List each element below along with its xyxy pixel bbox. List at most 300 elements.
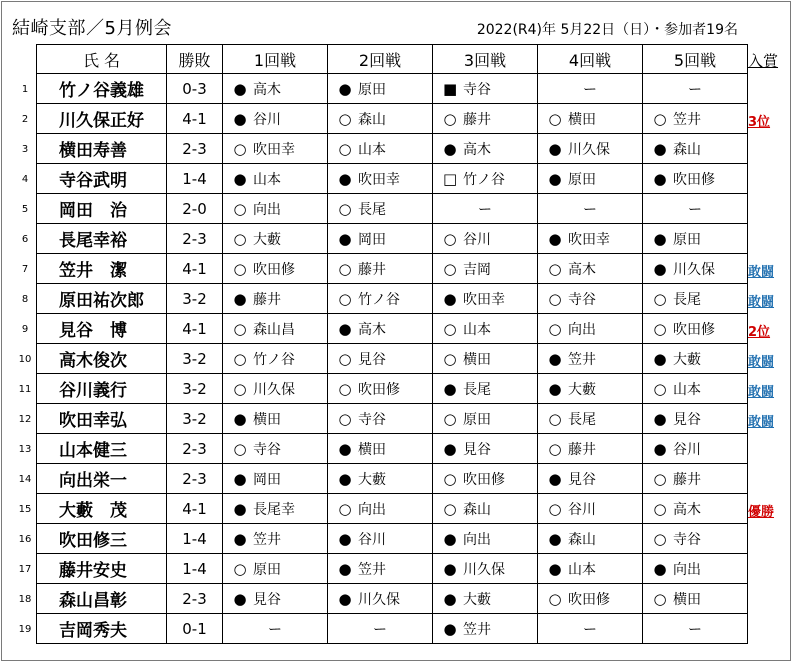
loss-mark-icon: ○ bbox=[233, 379, 247, 398]
opponent-name: 藤井 bbox=[463, 111, 491, 128]
opponent-name: 竹ノ谷 bbox=[463, 171, 505, 188]
row-number: 19 bbox=[18, 624, 32, 635]
loss-mark-icon: ○ bbox=[443, 259, 457, 278]
game-result-cell bbox=[643, 224, 748, 254]
game-result-cell bbox=[643, 524, 748, 554]
award-header: 入賞 bbox=[748, 52, 779, 70]
opponent-name: 大藪 bbox=[253, 231, 281, 248]
loss-mark-icon: ○ bbox=[338, 109, 352, 128]
opponent-name: 吹田幸 bbox=[358, 171, 400, 188]
player-name: 谷川義行 bbox=[37, 374, 167, 404]
opponent-name: 寺谷 bbox=[463, 81, 491, 98]
game-result-cell bbox=[223, 464, 328, 494]
loss-mark-icon: ○ bbox=[443, 409, 457, 428]
game-result-cell bbox=[223, 284, 328, 314]
loss-mark-icon: ○ bbox=[548, 409, 562, 428]
game-result-cell bbox=[223, 224, 328, 254]
row-number: 14 bbox=[18, 474, 32, 485]
row-number: 16 bbox=[18, 534, 32, 545]
game-result-cell bbox=[328, 134, 433, 164]
game-result-cell bbox=[328, 494, 433, 524]
game-result-cell bbox=[328, 224, 433, 254]
win-loss-record: 2-3 bbox=[167, 434, 223, 464]
player-name: 竹ノ谷義雄 bbox=[37, 74, 167, 104]
player-name: 吉岡秀夫 bbox=[37, 614, 167, 644]
opponent-name: 大藪 bbox=[568, 381, 596, 398]
game-result-cell bbox=[223, 584, 328, 614]
loss-mark-icon: ○ bbox=[233, 199, 247, 218]
win-mark-icon: ● bbox=[653, 559, 667, 578]
no-game-dash: ー bbox=[643, 614, 748, 644]
opponent-name: 原田 bbox=[463, 411, 491, 428]
loss-mark-icon: ○ bbox=[233, 319, 247, 338]
event-info: 2022(R4)年 5月22日（日）・参加者19名 bbox=[476, 22, 738, 38]
table-row bbox=[37, 194, 748, 224]
game-result-cell bbox=[643, 134, 748, 164]
award-label: 優勝 bbox=[748, 505, 775, 520]
row-number: 5 bbox=[21, 204, 29, 215]
game-result-cell bbox=[223, 314, 328, 344]
loss-mark-icon: ○ bbox=[338, 409, 352, 428]
opponent-name: 吹田修 bbox=[463, 471, 505, 488]
game-result-cell bbox=[433, 134, 538, 164]
opponent-name: 森山 bbox=[463, 501, 491, 518]
table-row bbox=[37, 344, 748, 374]
win-mark-icon: ● bbox=[548, 229, 562, 248]
win-mark-icon: ● bbox=[443, 439, 457, 458]
game-result-cell bbox=[328, 464, 433, 494]
win-mark-icon: ● bbox=[443, 559, 457, 578]
award-label: 敢闘 bbox=[748, 415, 775, 430]
opponent-name: 吹田修 bbox=[673, 321, 715, 338]
opponent-name: 原田 bbox=[673, 231, 701, 248]
win-loss-record: 1-4 bbox=[167, 524, 223, 554]
game-result-cell bbox=[433, 614, 538, 644]
opponent-name: 笠井 bbox=[568, 351, 596, 368]
win-loss-record: 0-1 bbox=[167, 614, 223, 644]
opponent-name: 竹ノ谷 bbox=[253, 351, 295, 368]
game-result-cell bbox=[538, 584, 643, 614]
opponent-name: 高木 bbox=[568, 261, 596, 278]
loss-mark-icon: ○ bbox=[443, 499, 457, 518]
loss-mark-icon: ○ bbox=[653, 469, 667, 488]
win-mark-icon: ● bbox=[548, 469, 562, 488]
opponent-name: 吹田修 bbox=[358, 381, 400, 398]
opponent-name: 谷川 bbox=[673, 441, 701, 458]
loss-mark-icon: ○ bbox=[233, 139, 247, 158]
row-number: 8 bbox=[21, 294, 29, 305]
opponent-name: 見谷 bbox=[358, 351, 386, 368]
game-result-cell bbox=[433, 464, 538, 494]
opponent-name: 横田 bbox=[358, 441, 386, 458]
game-result-cell bbox=[538, 554, 643, 584]
opponent-name: 見谷 bbox=[673, 411, 701, 428]
win-mark-icon: ● bbox=[233, 469, 247, 488]
game-result-cell bbox=[328, 434, 433, 464]
row-number: 4 bbox=[21, 174, 29, 185]
opponent-name: 岡田 bbox=[358, 231, 386, 248]
game-result-cell bbox=[223, 434, 328, 464]
opponent-name: 谷川 bbox=[463, 231, 491, 248]
opponent-name: 川久保 bbox=[358, 591, 400, 608]
win-mark-icon: ● bbox=[653, 349, 667, 368]
loss-mark-icon: ○ bbox=[548, 259, 562, 278]
player-name: 向出栄一 bbox=[37, 464, 167, 494]
game-result-cell bbox=[433, 314, 538, 344]
win-mark-icon: ● bbox=[443, 379, 457, 398]
opponent-name: 笠井 bbox=[358, 561, 386, 578]
game-result-cell bbox=[328, 194, 433, 224]
game-result-cell bbox=[538, 494, 643, 524]
game-result-cell bbox=[223, 374, 328, 404]
player-name: 笠井 潔 bbox=[37, 254, 167, 284]
opponent-name: 笠井 bbox=[253, 531, 281, 548]
opponent-name: 長尾 bbox=[568, 411, 596, 428]
no-game-dash: ー bbox=[538, 194, 643, 224]
opponent-name: 川久保 bbox=[673, 261, 715, 278]
table-row bbox=[37, 254, 748, 284]
player-name: 高木俊次 bbox=[37, 344, 167, 374]
game-result-cell bbox=[433, 164, 538, 194]
page-title: 結崎支部／5月例会 bbox=[12, 18, 172, 39]
opponent-name: 横田 bbox=[673, 591, 701, 608]
win-loss-record: 2-3 bbox=[167, 584, 223, 614]
opponent-name: 藤井 bbox=[568, 441, 596, 458]
header-round-2: 2回戦 bbox=[328, 45, 433, 74]
opponent-name: 山本 bbox=[253, 171, 281, 188]
game-result-cell bbox=[538, 314, 643, 344]
game-result-cell bbox=[223, 344, 328, 374]
win-loss-record: 3-2 bbox=[167, 344, 223, 374]
player-name: 川久保正好 bbox=[37, 104, 167, 134]
opponent-name: 寺谷 bbox=[673, 531, 701, 548]
win-mark-icon: ● bbox=[548, 529, 562, 548]
loss-mark-icon: ○ bbox=[653, 109, 667, 128]
win-mark-icon: ● bbox=[443, 289, 457, 308]
results-table bbox=[36, 44, 748, 644]
loss-mark-icon: ○ bbox=[338, 499, 352, 518]
game-result-cell bbox=[538, 254, 643, 284]
opponent-name: 藤井 bbox=[673, 471, 701, 488]
player-name: 寺谷武明 bbox=[37, 164, 167, 194]
game-result-cell bbox=[643, 104, 748, 134]
table-row bbox=[37, 554, 748, 584]
game-result-cell bbox=[223, 524, 328, 554]
win-loss-record: 0-3 bbox=[167, 74, 223, 104]
opponent-name: 森山昌 bbox=[253, 321, 295, 338]
game-result-cell bbox=[328, 374, 433, 404]
loss-mark-icon: ○ bbox=[548, 109, 562, 128]
win-mark-icon: ● bbox=[443, 139, 457, 158]
opponent-name: 谷川 bbox=[253, 111, 281, 128]
game-result-cell bbox=[643, 284, 748, 314]
opponent-name: 見谷 bbox=[463, 441, 491, 458]
award-label: 敢闘 bbox=[748, 295, 775, 310]
table-row bbox=[37, 614, 748, 644]
player-name: 大藪 茂 bbox=[37, 494, 167, 524]
game-result-cell bbox=[538, 104, 643, 134]
game-result-cell bbox=[328, 254, 433, 284]
loss-mark-icon: ○ bbox=[653, 319, 667, 338]
opponent-name: 見谷 bbox=[568, 471, 596, 488]
award-label: 敢闘 bbox=[748, 385, 775, 400]
opponent-name: 原田 bbox=[358, 81, 386, 98]
award-label: 2位 bbox=[748, 325, 771, 340]
game-result-cell bbox=[538, 224, 643, 254]
row-number: 1 bbox=[21, 84, 29, 95]
table-row bbox=[37, 374, 748, 404]
game-result-cell bbox=[328, 284, 433, 314]
loss-mark-icon: ○ bbox=[338, 289, 352, 308]
game-result-cell bbox=[433, 494, 538, 524]
loss-mark-icon: ○ bbox=[338, 199, 352, 218]
player-name: 森山昌彰 bbox=[37, 584, 167, 614]
win-mark-icon: ● bbox=[338, 79, 352, 98]
win-loss-record: 3-2 bbox=[167, 374, 223, 404]
game-result-cell bbox=[538, 374, 643, 404]
opponent-name: 笠井 bbox=[463, 621, 491, 638]
game-result-cell bbox=[433, 344, 538, 374]
row-number: 12 bbox=[18, 414, 32, 425]
win-loss-record: 4-1 bbox=[167, 314, 223, 344]
game-result-cell bbox=[328, 554, 433, 584]
row-number: 3 bbox=[21, 144, 29, 155]
row-number: 7 bbox=[21, 264, 29, 275]
loss-mark-icon: ○ bbox=[233, 439, 247, 458]
game-result-cell bbox=[643, 344, 748, 374]
loss-mark-icon: ○ bbox=[233, 259, 247, 278]
win-loss-record: 2-3 bbox=[167, 464, 223, 494]
game-result-cell bbox=[538, 164, 643, 194]
game-result-cell bbox=[433, 554, 538, 584]
game-result-cell bbox=[433, 74, 538, 104]
opponent-name: 吹田修 bbox=[568, 591, 610, 608]
game-result-cell bbox=[643, 404, 748, 434]
win-mark-icon: ● bbox=[338, 319, 352, 338]
row-number: 13 bbox=[18, 444, 32, 455]
award-label: 3位 bbox=[748, 115, 771, 130]
game-result-cell bbox=[328, 524, 433, 554]
opponent-name: 大藪 bbox=[358, 471, 386, 488]
opponent-name: 長尾 bbox=[358, 201, 386, 218]
header-round-5: 5回戦 bbox=[643, 45, 748, 74]
game-result-cell bbox=[223, 134, 328, 164]
loss-mark-icon: ○ bbox=[653, 499, 667, 518]
win-mark-icon: ● bbox=[653, 409, 667, 428]
opponent-name: 竹ノ谷 bbox=[358, 291, 400, 308]
loss-mark-icon: ○ bbox=[233, 229, 247, 248]
win-mark-icon: ● bbox=[233, 169, 247, 188]
table-row bbox=[37, 404, 748, 434]
loss-mark-icon: ○ bbox=[233, 349, 247, 368]
opponent-name: 笠井 bbox=[673, 111, 701, 128]
player-name: 横田寿善 bbox=[37, 134, 167, 164]
win-mark-icon: ● bbox=[653, 139, 667, 158]
loss-mark-icon: ○ bbox=[653, 379, 667, 398]
game-result-cell bbox=[538, 524, 643, 554]
player-name: 原田祐次郎 bbox=[37, 284, 167, 314]
loss-mark-icon: ○ bbox=[443, 109, 457, 128]
game-result-cell bbox=[433, 284, 538, 314]
row-number: 2 bbox=[21, 114, 29, 125]
loss-mark-icon: ○ bbox=[443, 469, 457, 488]
loss-mark-icon: ○ bbox=[548, 499, 562, 518]
win-mark-icon: ● bbox=[338, 439, 352, 458]
no-game-dash: ー bbox=[328, 614, 433, 644]
opponent-name: 高木 bbox=[463, 141, 491, 158]
loss-mark-icon: ○ bbox=[548, 589, 562, 608]
table-header-row bbox=[37, 45, 748, 74]
game-result-cell bbox=[538, 284, 643, 314]
no-game-dash: ー bbox=[538, 614, 643, 644]
row-number: 10 bbox=[18, 354, 32, 365]
opponent-name: 向出 bbox=[673, 561, 701, 578]
game-result-cell bbox=[223, 404, 328, 434]
opponent-name: 向出 bbox=[253, 201, 281, 218]
loss-mark-icon: ○ bbox=[548, 319, 562, 338]
win-mark-icon: ● bbox=[548, 559, 562, 578]
loss-mark-icon: ○ bbox=[338, 379, 352, 398]
loss-mark-icon: ○ bbox=[443, 229, 457, 248]
player-name: 吹田修三 bbox=[37, 524, 167, 554]
player-name: 見谷 博 bbox=[37, 314, 167, 344]
loss-mark-icon: ○ bbox=[443, 349, 457, 368]
win-mark-icon: ● bbox=[338, 529, 352, 548]
header-record: 勝敗 bbox=[167, 45, 223, 74]
win-mark-icon: ● bbox=[548, 139, 562, 158]
no-game-dash: ー bbox=[223, 614, 328, 644]
opponent-name: 大藪 bbox=[463, 591, 491, 608]
opponent-name: 高木 bbox=[673, 501, 701, 518]
opponent-name: 横田 bbox=[463, 351, 491, 368]
row-number: 11 bbox=[18, 384, 32, 395]
win-mark-icon: ● bbox=[443, 529, 457, 548]
opponent-name: 山本 bbox=[358, 141, 386, 158]
game-result-cell bbox=[643, 374, 748, 404]
game-result-cell bbox=[223, 164, 328, 194]
win-mark-icon: ● bbox=[443, 619, 457, 638]
win-mark-icon: ● bbox=[338, 169, 352, 188]
game-result-cell bbox=[433, 584, 538, 614]
game-result-cell bbox=[223, 104, 328, 134]
loss-mark-icon: ○ bbox=[653, 289, 667, 308]
game-result-cell bbox=[643, 584, 748, 614]
win-mark-icon: ● bbox=[653, 229, 667, 248]
game-result-cell bbox=[538, 134, 643, 164]
table-row bbox=[37, 584, 748, 614]
player-name: 山本健三 bbox=[37, 434, 167, 464]
row-number: 18 bbox=[18, 594, 32, 605]
game-result-cell bbox=[223, 74, 328, 104]
game-result-cell bbox=[538, 344, 643, 374]
win-mark-icon: ● bbox=[233, 109, 247, 128]
game-result-cell bbox=[328, 74, 433, 104]
game-result-cell bbox=[643, 254, 748, 284]
win-loss-record: 3-2 bbox=[167, 284, 223, 314]
opponent-name: 川久保 bbox=[463, 561, 505, 578]
game-result-cell bbox=[433, 254, 538, 284]
game-result-cell bbox=[643, 314, 748, 344]
opponent-name: 森山 bbox=[358, 111, 386, 128]
game-result-cell bbox=[223, 494, 328, 524]
table-row bbox=[37, 104, 748, 134]
no-game-dash: ー bbox=[433, 194, 538, 224]
win-mark-icon: ● bbox=[233, 79, 247, 98]
game-result-cell bbox=[223, 254, 328, 284]
game-result-cell bbox=[643, 164, 748, 194]
loss-mark-icon: ○ bbox=[338, 259, 352, 278]
win-loss-record: 1-4 bbox=[167, 164, 223, 194]
no-game-dash: ー bbox=[643, 74, 748, 104]
opponent-name: 寺谷 bbox=[568, 291, 596, 308]
opponent-name: 寺谷 bbox=[358, 411, 386, 428]
opponent-name: 藤井 bbox=[358, 261, 386, 278]
loss-mark-icon: ○ bbox=[443, 319, 457, 338]
opponent-name: 岡田 bbox=[253, 471, 281, 488]
win-loss-record: 2-3 bbox=[167, 224, 223, 254]
table-row bbox=[37, 524, 748, 554]
game-result-cell bbox=[433, 404, 538, 434]
game-result-cell bbox=[223, 194, 328, 224]
win-mark-icon: ● bbox=[548, 349, 562, 368]
win-mark-icon: ● bbox=[233, 289, 247, 308]
opponent-name: 吹田幸 bbox=[463, 291, 505, 308]
win-mark-icon: ● bbox=[233, 409, 247, 428]
game-result-cell bbox=[328, 584, 433, 614]
loss-mark-icon: ○ bbox=[653, 589, 667, 608]
row-number: 17 bbox=[18, 564, 32, 575]
opponent-name: 大藪 bbox=[673, 351, 701, 368]
win-mark-icon: ● bbox=[653, 169, 667, 188]
opponent-name: 山本 bbox=[673, 381, 701, 398]
win-loss-record: 4-1 bbox=[167, 104, 223, 134]
win-mark-icon: ● bbox=[548, 169, 562, 188]
win-mark-icon: ● bbox=[653, 259, 667, 278]
opponent-name: 谷川 bbox=[568, 501, 596, 518]
player-name: 吹田幸弘 bbox=[37, 404, 167, 434]
table-row bbox=[37, 224, 748, 254]
win-mark-icon: ● bbox=[338, 469, 352, 488]
win-mark-icon: ● bbox=[653, 439, 667, 458]
header-name: 氏 名 bbox=[37, 45, 167, 74]
table-row bbox=[37, 314, 748, 344]
game-result-cell bbox=[538, 434, 643, 464]
opponent-name: 長尾 bbox=[463, 381, 491, 398]
header-round-1: 1回戦 bbox=[223, 45, 328, 74]
loss-mark-icon: ○ bbox=[338, 349, 352, 368]
opponent-name: 長尾幸 bbox=[253, 501, 295, 518]
game-result-cell bbox=[328, 164, 433, 194]
game-result-cell bbox=[643, 494, 748, 524]
win-mark-icon: ● bbox=[233, 589, 247, 608]
opponent-name: 向出 bbox=[568, 321, 596, 338]
game-result-cell bbox=[328, 344, 433, 374]
forfeit-win-mark-icon: ■ bbox=[443, 79, 458, 98]
table-row bbox=[37, 464, 748, 494]
game-result-cell bbox=[223, 554, 328, 584]
game-result-cell bbox=[538, 404, 643, 434]
row-number: 9 bbox=[21, 324, 29, 335]
win-loss-record: 3-2 bbox=[167, 404, 223, 434]
game-result-cell bbox=[643, 554, 748, 584]
game-result-cell bbox=[328, 404, 433, 434]
opponent-name: 横田 bbox=[253, 411, 281, 428]
opponent-name: 山本 bbox=[568, 561, 596, 578]
win-mark-icon: ● bbox=[338, 559, 352, 578]
award-label: 敢闘 bbox=[748, 265, 775, 280]
win-mark-icon: ● bbox=[233, 499, 247, 518]
win-loss-record: 1-4 bbox=[167, 554, 223, 584]
